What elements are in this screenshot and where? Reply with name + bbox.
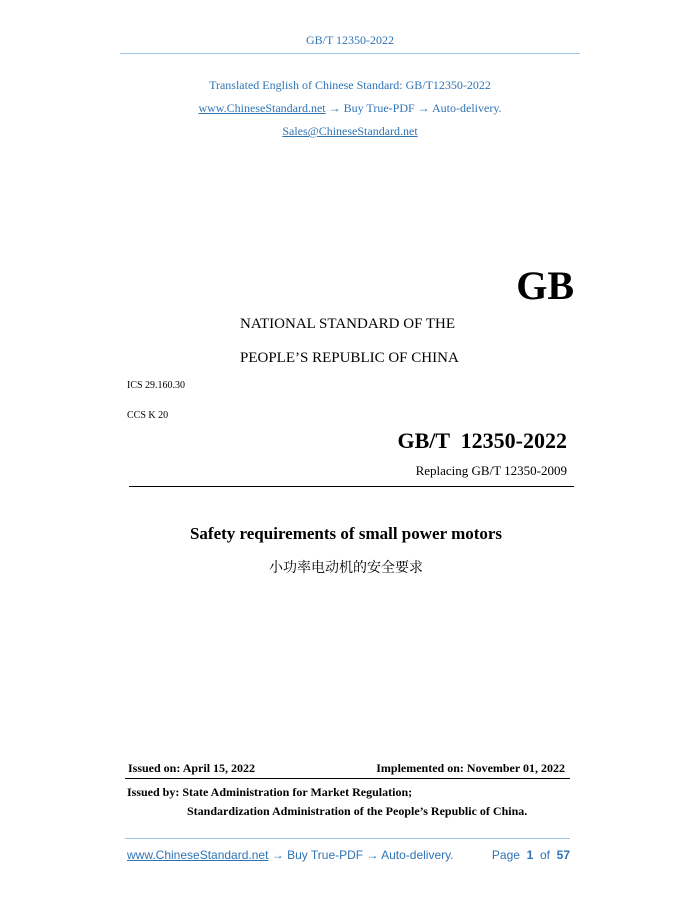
- page-current: 1: [526, 848, 534, 862]
- replacing-note: Replacing GB/T 12350-2009: [415, 463, 567, 478]
- national-standard-line-2: PEOPLE’S REPUBLIC OF CHINA: [240, 350, 459, 366]
- issued-by-line-2: Standardization Administration of the People’s Republic of China.: [187, 804, 528, 818]
- page-indicator: [492, 848, 570, 862]
- issued-by-line-1: Issued by: State Administration for Market Regulation;: [127, 785, 413, 799]
- standard-number: GB/T 12350-2022: [397, 428, 567, 453]
- email-line: [0, 124, 700, 139]
- gb-logo: GB: [516, 263, 574, 308]
- footer-divider: [125, 838, 570, 839]
- document-title-chinese: 小功率电动机的安全要求: [269, 560, 423, 576]
- email-link[interactable]: Sales@ChineseStandard.net: [282, 124, 418, 138]
- header-divider: [120, 53, 580, 54]
- website-line: [0, 101, 700, 116]
- footer-website-suffix: → Buy True-PDF → Auto-delivery.: [268, 848, 454, 862]
- ics-code: ICS 29.160.30: [127, 380, 186, 391]
- footer-website-line: [127, 848, 454, 862]
- website-line-suffix: → Buy True-PDF → Auto-delivery.: [325, 101, 502, 115]
- page-of: of: [539, 848, 550, 862]
- page-label: Page: [491, 848, 520, 862]
- header-standard-number: GB/T 12350-2022: [305, 33, 395, 47]
- footer-website-link[interactable]: www.ChineseStandard.net: [127, 848, 269, 862]
- implemented-on-date: Implemented on: November 01, 2022: [376, 761, 565, 775]
- ccs-code: CCS K 20: [127, 410, 169, 421]
- website-link[interactable]: www.ChineseStandard.net: [198, 101, 326, 115]
- title-divider: [129, 486, 574, 487]
- issue-divider: [125, 778, 570, 779]
- translation-notice: Translated English of Chinese Standard: GB/T12350-2022: [209, 78, 491, 92]
- issued-on-date: Issued on: April 15, 2022: [128, 761, 256, 775]
- page-total: 57: [556, 848, 570, 862]
- document-title-english: Safety requirements of small power motors: [189, 524, 503, 543]
- national-standard-line-1: NATIONAL STANDARD OF THE: [240, 316, 456, 332]
